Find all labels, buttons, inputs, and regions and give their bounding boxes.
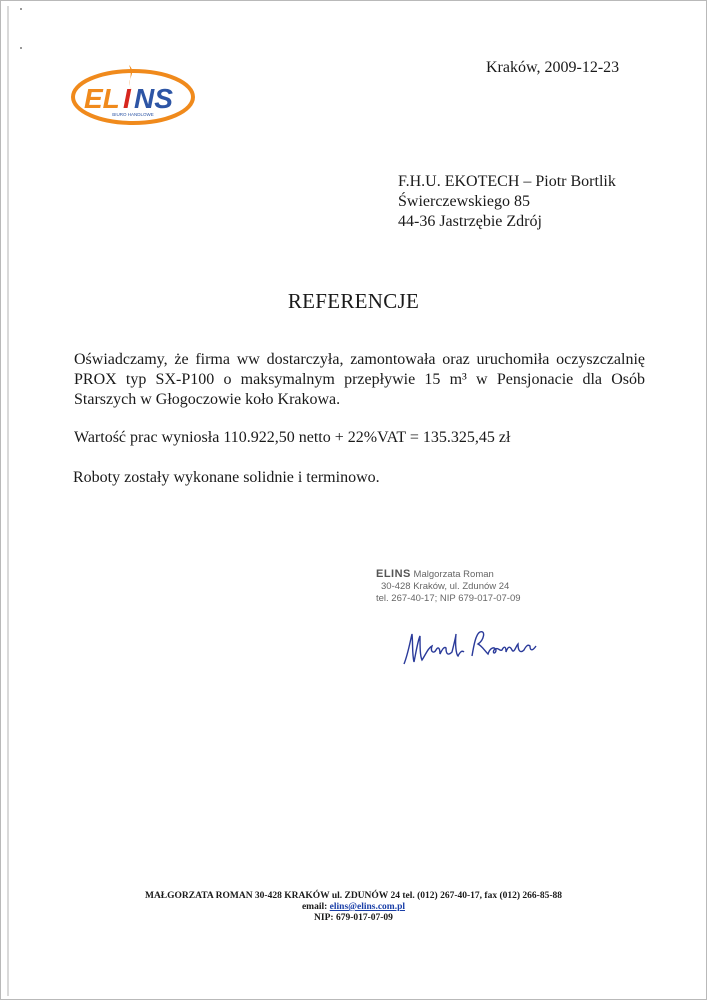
statement-paragraph — [74, 350, 645, 410]
signature-icon — [400, 624, 540, 668]
footer-email-label: email: — [301, 902, 328, 912]
stamp-contact: tel. 267-40-17; NIP 679-017-07-09 — [376, 593, 521, 604]
footer-nip: NIP: 679-017-07-09 — [314, 913, 393, 923]
scan-speck — [20, 8, 22, 10]
elins-logo-icon — [68, 60, 198, 130]
footer-email-line — [0, 902, 707, 913]
recipient-street: Świerczewskiego 85 — [398, 193, 530, 210]
stamp-owner: Malgorzata Roman — [413, 569, 494, 580]
document-title: REFERENCJE — [287, 289, 420, 313]
footer-address: MAŁGORZATA ROMAN 30-428 KRAKÓW ul. ZDUNÓW 24 tel. (012) 267-40-17, fax (012) 266-85-88 — [144, 891, 562, 901]
recipient-city: 44-36 Jastrzębie Zdrój — [398, 213, 542, 230]
handwritten-signature — [400, 624, 540, 668]
stamp-brand: ELINS — [376, 568, 411, 580]
letter-date: Kraków, 2009-12-23 — [486, 59, 620, 76]
scan-edge — [7, 6, 9, 996]
letter-footer — [0, 891, 707, 924]
logo-letter-i: I — [123, 83, 131, 114]
logo-letters-ns: NS — [134, 83, 173, 114]
scan-speck — [20, 47, 22, 49]
company-stamp — [376, 568, 521, 605]
statement-line: Oświadczamy, że firma ww dostarczyła, zamontowała oraz uruchomiła oczyszczalnię — [74, 351, 645, 368]
company-logo — [68, 60, 198, 130]
recipient-address — [398, 172, 616, 232]
logo-subtext: BIURO HANDLOWE — [112, 112, 154, 117]
recipient-name: F.H.U. EKOTECH – Piotr Bortlik — [398, 173, 616, 190]
stamp-address: 30-428 Kraków, ul. Zdunów 24 — [381, 581, 510, 592]
footer-email-link[interactable]: elins@elins.com.pl — [329, 902, 406, 912]
quality-paragraph: Roboty zostały wykonane solidnie i terminowo. — [73, 469, 380, 486]
statement-line: PROX typ SX-P100 o maksymalnym przepływie 15 m³ w Pensjonacie dla Osób — [74, 371, 645, 388]
logo-letters-el: EL — [84, 83, 120, 114]
statement-line: Starszych w Głogoczowie koło Krakowa. — [74, 391, 341, 408]
value-paragraph: Wartość prac wyniosła 110.922,50 netto + 22%VAT = 135.325,45 zł — [74, 429, 511, 446]
